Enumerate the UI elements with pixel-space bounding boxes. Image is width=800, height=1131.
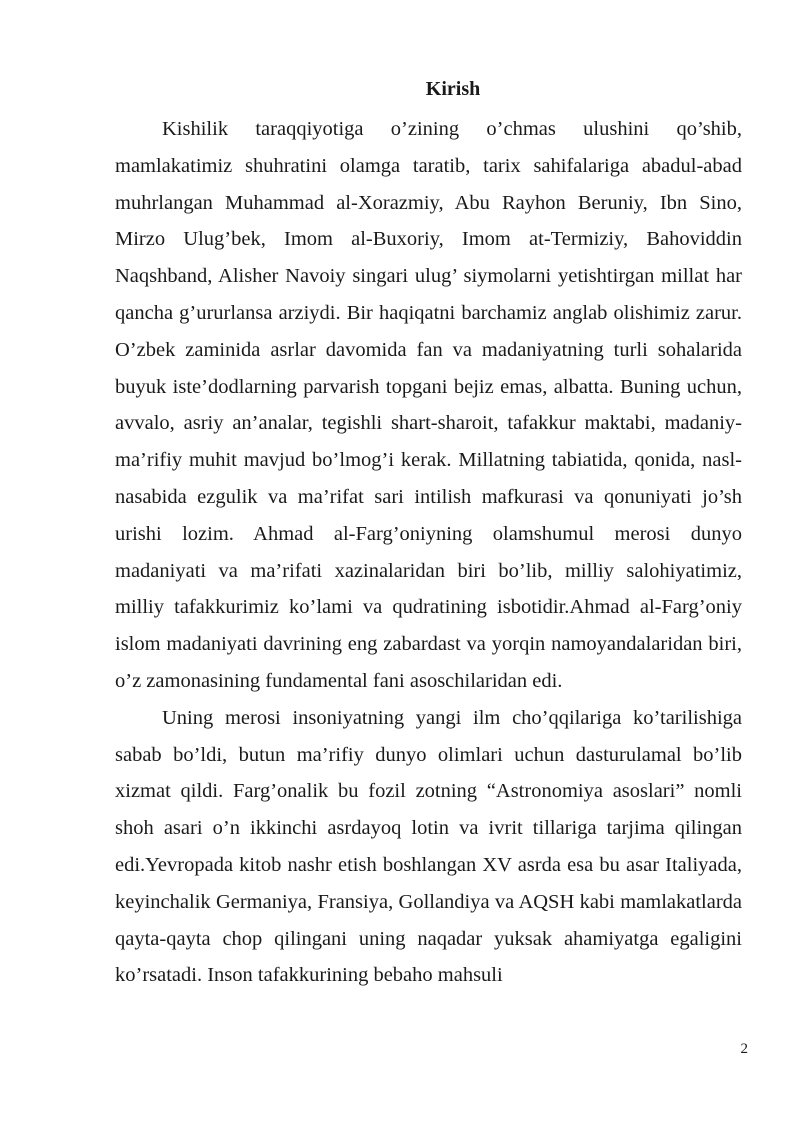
paragraph-1: Kishilik taraqqiyotiga o’zining o’chmas ulushini qo’shib, mamlakatimiz shuhratini olamga taratib, tarix sahifalariga abadul-abad muhrlangan Muhammad al-Xorazmiy, Abu Rayhon Beruniy, Ibn Sino, Mirzo Ulug’bek, Imom al-Buxoriy, Imom at-Termiziy, Bahoviddin Naqshband, Alisher Navoiy singari ulug’ siymolarni yetishtirgan millat har qancha g’ururlansa arziydi. Bir haqiqatni barchamiz anglab olishimiz zarur. O’zbek zaminida asrlar davomida fan va madaniyatning turli sohalarida buyuk iste’dodlarning parvarish topgani bejiz emas, albatta. Buning uchun, avvalo, asriy an’analar, tegishli shart-sharoit, tafakkur maktabi, madaniy-ma’rifiy muhit mavjud bo’lmog’i kerak. Millatning tabiatida, qonida, nasl-nasabida ezgulik va ma’rifat sari intilish mafkurasi va qonuniyati jo’sh urishi lozim. Ahmad al-Farg’oniyning olamshumul merosi dunyo madaniyati va ma’rifati xazinalaridan biri bo’lib, milliy salohiyatimiz, milliy tafakkurimiz ko’lami va qudratining isbotidir.Ahmad al-Farg’oniy islom madaniyati davrining eng zabardast va yorqin namoyandalaridan biri, o’z zamonasining fundamental fani asoschilaridan edi.: [115, 118, 742, 692]
paragraph-2: Uning merosi insoniyatning yangi ilm cho’qqilariga ko’tarilishiga sabab bo’ldi, butun ma’rifiy dunyo olimlari uchun dasturulamal bo’lib xizmat qildi. Farg’onalik bu fozil zotning “Astronomiya asoslari” nomli shoh asari o’n ikkinchi asrdayoq lotin va ivrit tillariga tarjima qilingan edi.Yevropada kitob nashr etish boshlangan XV asrda esa bu asar Italiyada, keyinchalik Germaniya, Fransiya, Gollandiya va AQSH kabi mamlakatlarda qayta-qayta chop qilingani uning naqadar yuksak ahamiyatga egaligini ko’rsatadi. Inson tafakkurining bebaho mahsuli: [115, 706, 742, 987]
page-number: 2: [740, 1041, 748, 1057]
body-text: [115, 111, 742, 994]
section-heading: Kirish: [425, 78, 481, 100]
